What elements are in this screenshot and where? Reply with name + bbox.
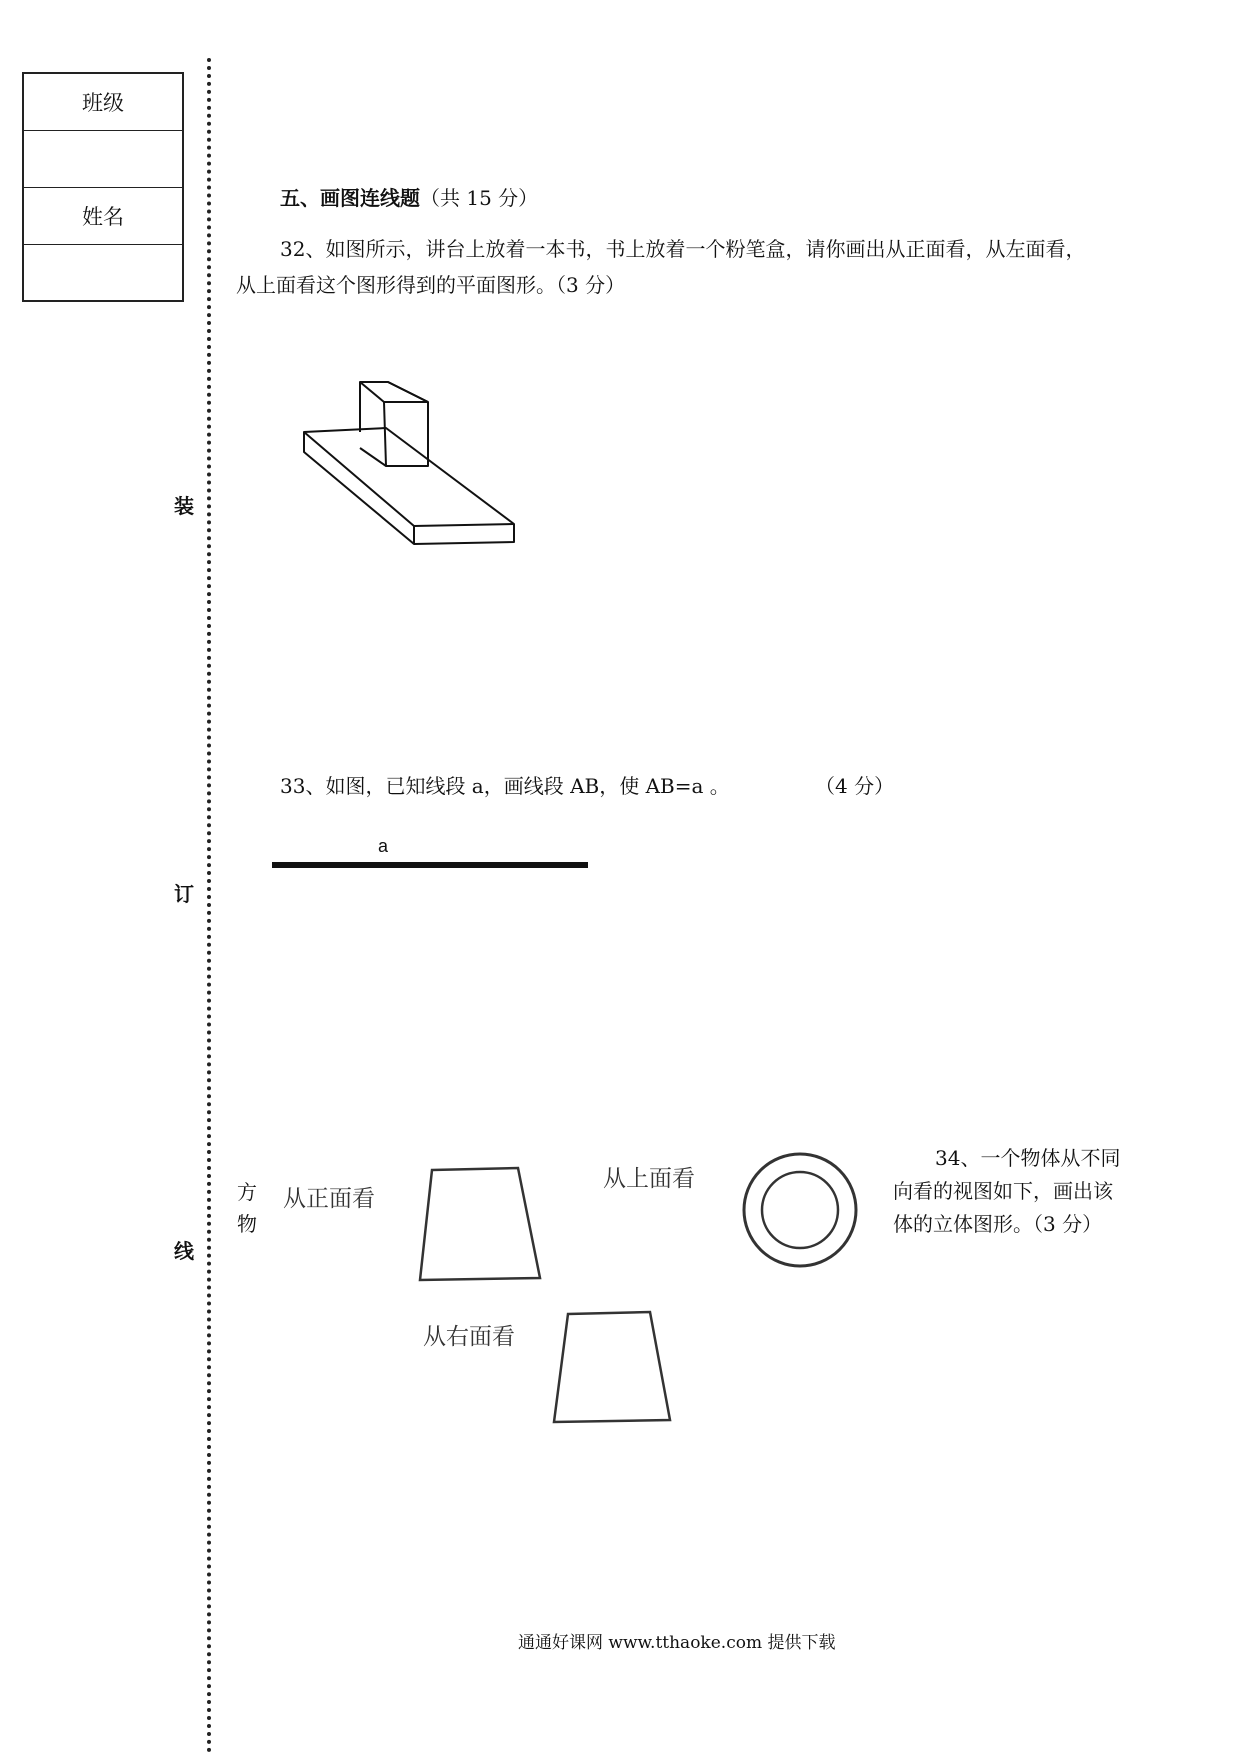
binding-char-ding: 订	[174, 882, 194, 906]
q34-line2: 向看的视图如下，画出该	[893, 1179, 1113, 1203]
q33-text: 33、如图，已知线段 a，画线段 AB，使 AB=a 。	[280, 774, 730, 798]
q32-line1: 32、如图所示，讲台上放着一本书，书上放着一个粉笔盒，请你画出从正面看，从左面看，	[280, 237, 1086, 261]
class-label: 班级	[24, 74, 182, 131]
section-heading	[280, 180, 538, 216]
class-field[interactable]	[24, 131, 182, 188]
q32-line2: 从上面看这个图形得到的平面图形。（3 分）	[236, 273, 626, 297]
right-trapezoid-shape	[554, 1312, 670, 1422]
book-outline	[304, 428, 514, 544]
q34-side-char1: 方	[237, 1180, 257, 1204]
binding-dotted-line	[207, 58, 211, 1754]
top-view-label: 从上面看	[603, 1166, 695, 1192]
name-label: 姓名	[24, 188, 182, 245]
front-view-label: 从正面看	[283, 1186, 375, 1212]
segment-a	[272, 862, 588, 868]
chalk-box-edge	[384, 402, 386, 466]
q33-score: （4 分）	[815, 774, 895, 798]
binding-char-xian: 线	[174, 1239, 194, 1263]
section-score: （共 15 分）	[420, 186, 539, 210]
q32-book-and-box-figure	[290, 370, 530, 550]
footer-text: 通通好课网 www.tthaoke.com 提供下载	[518, 1633, 836, 1653]
student-info-table	[22, 72, 184, 302]
name-field[interactable]	[24, 245, 182, 302]
right-view-label: 从右面看	[423, 1324, 515, 1350]
top-view-rings	[735, 1145, 865, 1275]
inner-ring	[762, 1172, 838, 1248]
segment-a-label: a	[378, 836, 389, 856]
q34-line3: 体的立体图形。（3 分）	[893, 1212, 1103, 1236]
binding-char-zhuang: 装	[174, 494, 194, 518]
section-title: 五、画图连线题	[280, 186, 420, 210]
right-view-trapezoid	[540, 1302, 680, 1427]
q34-line1: 34、一个物体从不同	[935, 1146, 1121, 1170]
chalk-box-outline	[360, 382, 428, 466]
q34-side-char2: 物	[237, 1212, 257, 1236]
front-view-trapezoid	[410, 1160, 550, 1285]
front-trapezoid-shape	[420, 1168, 540, 1280]
